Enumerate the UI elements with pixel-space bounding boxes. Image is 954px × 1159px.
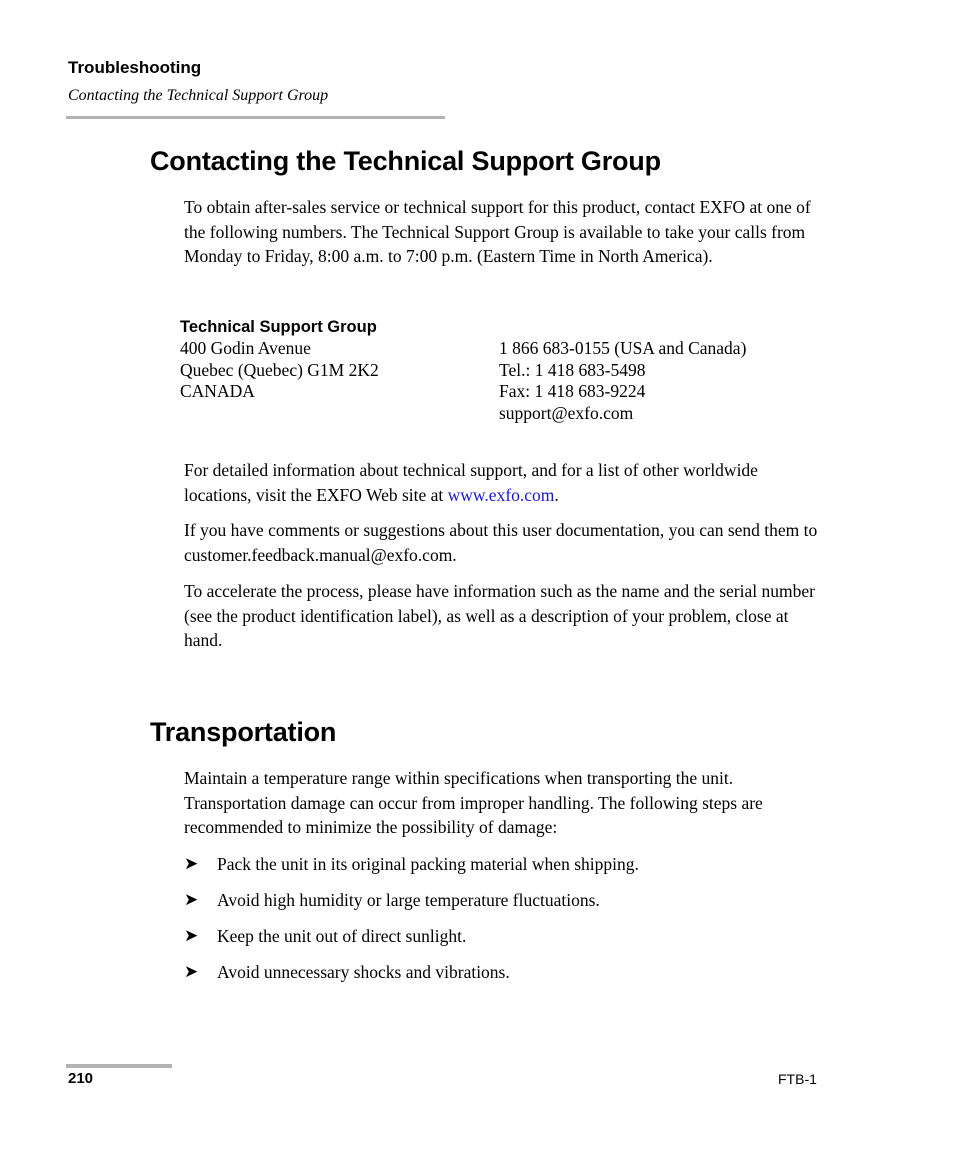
arrow-bullet-icon: ➤: [184, 962, 199, 981]
header-divider: [66, 116, 445, 119]
list-item-text: Keep the unit out of direct sunlight.: [217, 926, 467, 946]
transportation-steps-list: [184, 851, 824, 995]
address-line: CANADA: [180, 381, 255, 401]
list-item-text: Pack the unit in its original packing material when shipping.: [217, 854, 639, 874]
list-item: [184, 887, 824, 923]
transportation-intro: Maintain a temperature range within specifications when transporting the unit. Transportation damage can occur from improper handling. The following steps are recommended to minimize the possibility of damage:: [184, 768, 763, 837]
contact-row: [180, 338, 820, 360]
list-item-text: Avoid unnecessary shocks and vibrations.: [217, 962, 510, 982]
section-heading-transportation: Transportation: [150, 717, 337, 747]
contact-row: [180, 403, 820, 425]
address-line: [180, 403, 499, 425]
address-line: 400 Godin Avenue: [180, 338, 311, 358]
website-paragraph-text: For detailed information about technical support, and for a list of other worldwide locations, visit the EXFO Web site at: [184, 460, 758, 505]
exfo-website-link[interactable]: www.exfo.com: [447, 484, 555, 505]
running-header-section: Contacting the Technical Support Group: [68, 87, 329, 104]
contact-title: Technical Support Group: [180, 318, 377, 336]
arrow-bullet-icon: ➤: [184, 890, 199, 909]
address-line: Quebec (Quebec) G1M 2K2: [180, 359, 379, 380]
email-line: support@exfo.com: [499, 402, 634, 423]
website-paragraph: [184, 458, 824, 507]
list-item: [184, 851, 824, 887]
phone-line: Tel.: 1 418 683-5498: [499, 359, 646, 380]
footer-divider: [66, 1064, 172, 1068]
list-item: [184, 923, 824, 959]
running-header-chapter: Troubleshooting: [68, 58, 202, 77]
arrow-bullet-icon: ➤: [184, 926, 199, 945]
list-item: [184, 959, 824, 995]
contact-row: [180, 360, 820, 382]
contact-row: [180, 381, 820, 403]
accelerate-paragraph: To accelerate the process, please have information such as the name and the serial number (see the product identification label), as well as a description of your problem, close at hand.: [184, 581, 815, 650]
list-item-text: Avoid high humidity or large temperature fluctuations.: [217, 890, 600, 910]
document-code: FTB-1: [778, 1071, 817, 1087]
contact-block: [180, 316, 820, 424]
feedback-paragraph: If you have comments or suggestions about this user documentation, you can send them to customer.feedback.manual@exfo.com.: [184, 520, 818, 565]
page-number: 210: [68, 1070, 94, 1087]
intro-paragraph: To obtain after-sales service or technical support for this product, contact EXFO at one of the following numbers. The Technical Support Group is available to take your calls from Monday to Friday, 8:00 a.m. to 7:00 p.m. (Eastern Time in North America).: [184, 197, 811, 266]
website-paragraph-end: .: [554, 484, 559, 505]
fax-line: Fax: 1 418 683-9224: [499, 381, 646, 401]
arrow-bullet-icon: ➤: [184, 854, 199, 873]
phone-line: 1 866 683-0155 (USA and Canada): [499, 338, 747, 358]
section-heading-technical-support: Contacting the Technical Support Group: [150, 146, 661, 176]
